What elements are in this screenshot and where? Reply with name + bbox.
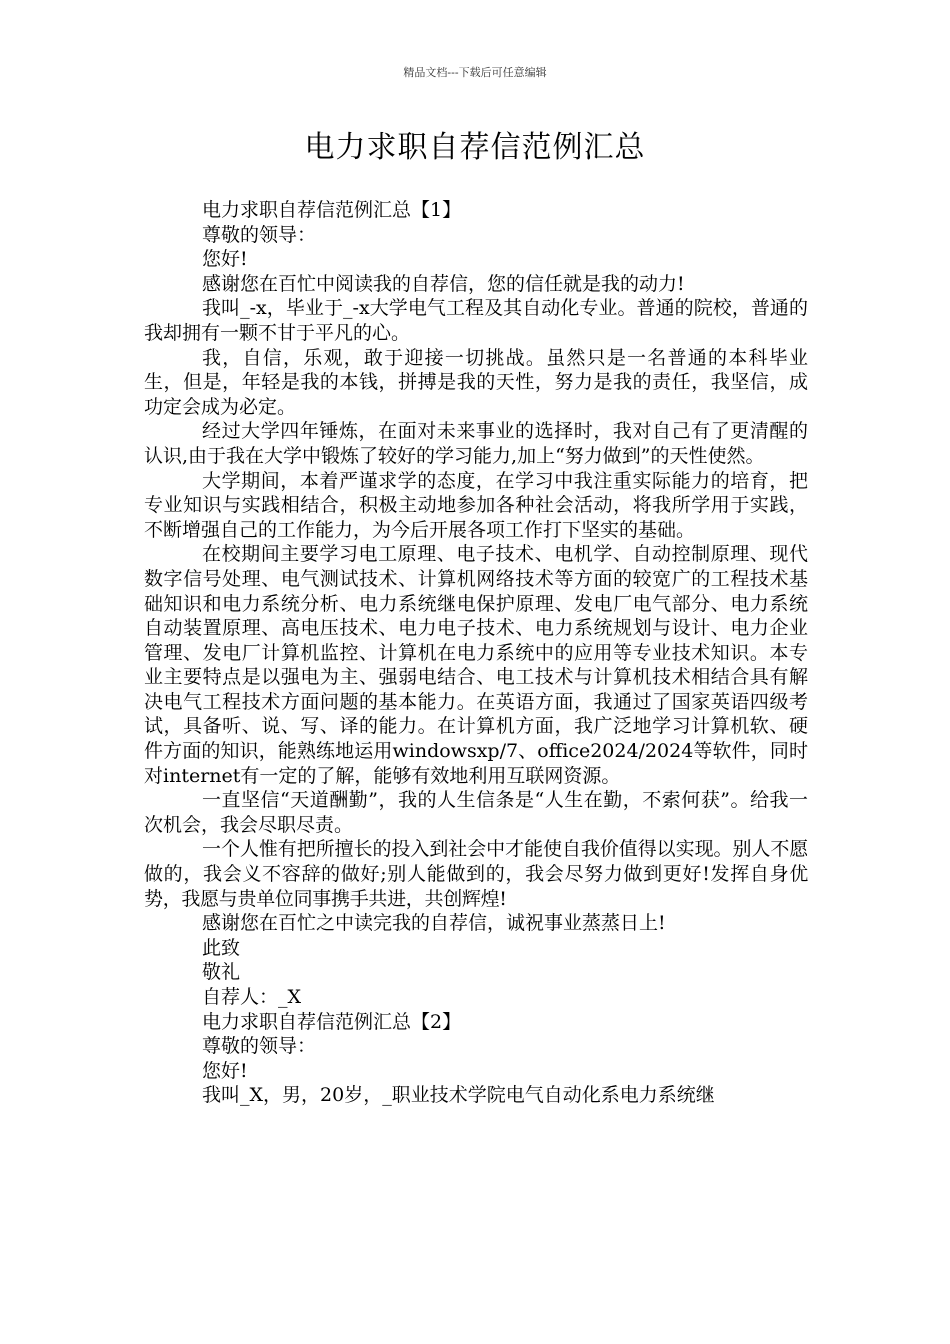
closing-line: 敬礼 [202,961,241,984]
document-title: 电力求职自荐信范例汇总 [304,130,646,165]
signature-line: 自荐人：_X [202,986,302,1008]
paragraph: 在校期间主要学习电工原理、电子技术、电机学、自动控制原理、现代数字信号处理、电气测试技术、计算机网络技术等方面的较宽广的工程技术基础知识和电力系统分析、电力系统继电保护原理、发电厂电气部分、电力系统自动装置原理、高电压技术、电力电子技术、电力系统规划与设计、电力企业管理、发电厂计算机监控、计算机在电力系统中的应用等专业技术知识。本专业主要特点是以强电为主、强弱电结合、电工技术与计算机技术相结合具有解决电气工程技术方面问题的基本能力。在英语方面，我通过了国家英语四级考试，具备听、说、写、译的能力。在计算机方面，我广泛地学习计算机软、硬件方面的知识，能熟练地运用windowsxp/7、office2024/2024等软件，同时对internet有一定的了解，能够有效地利用互联网资源。 [144,543,808,787]
section-heading-2: 电力求职自荐信范例汇总【2】 [202,1010,462,1033]
greeting: 您好! [202,248,248,271]
closing-line: 此致 [202,936,241,959]
paragraph: 大学期间，本着严谨求学的态度，在学习中我注重实际能力的培育，把专业知识与实践相结合，积极主动地参加各种社会活动，将我所学用于实践，不断增强自己的工作能力，为今后开展各项工作打下坚实的基础。 [144,469,808,541]
salutation: 尊敬的领导： [202,223,317,246]
salutation: 尊敬的领导： [202,1035,317,1058]
section-heading-1: 电力求职自荐信范例汇总【1】 [202,199,462,221]
paragraph: 我叫_X，男，20岁，_职业技术学院电气自动化系电力系统继 [202,1084,715,1107]
paragraph: 我，自信，乐观，敢于迎接一切挑战。虽然只是一名普通的本科毕业生，但是，年轻是我的本钱，拼搏是我的天性，努力是我的责任，我坚信，成功定会成为必定。 [144,346,808,418]
header-note: 精品文档---下载后可任意编辑 [403,66,547,79]
paragraph: 一个人惟有把所擅长的投入到社会中才能使自我价值得以实现。别人不愿做的，我会义不容辞的做好;别人能做到的，我会尽努力做到更好!发挥自身优势，我愿与贵单位同事携手共进，共创辉煌! [144,838,808,910]
document-body [144,198,808,1108]
greeting: 您好! [202,1059,248,1082]
paragraph: 一直坚信“天道酬勤”，我的人生信条是“人生在勤，不索何获”。给我一次机会，我会尽职尽责。 [144,789,808,836]
paragraph: 经过大学四年锤炼，在面对未来事业的选择时，我对自己有了更清醒的认识,由于我在大学中锻炼了较好的学习能力,加上“努力做到”的天性使然。 [144,420,808,467]
paragraph: 感谢您在百忙之中读完我的自荐信，诚祝事业蒸蒸日上! [202,912,666,935]
paragraph: 我叫_-x，毕业于_-x大学电气工程及其自动化专业。普通的院校，普通的我却拥有一颗不甘于平凡的心。 [144,297,808,344]
paragraph: 感谢您在百忙中阅读我的自荐信，您的信任就是我的动力! [202,272,685,295]
